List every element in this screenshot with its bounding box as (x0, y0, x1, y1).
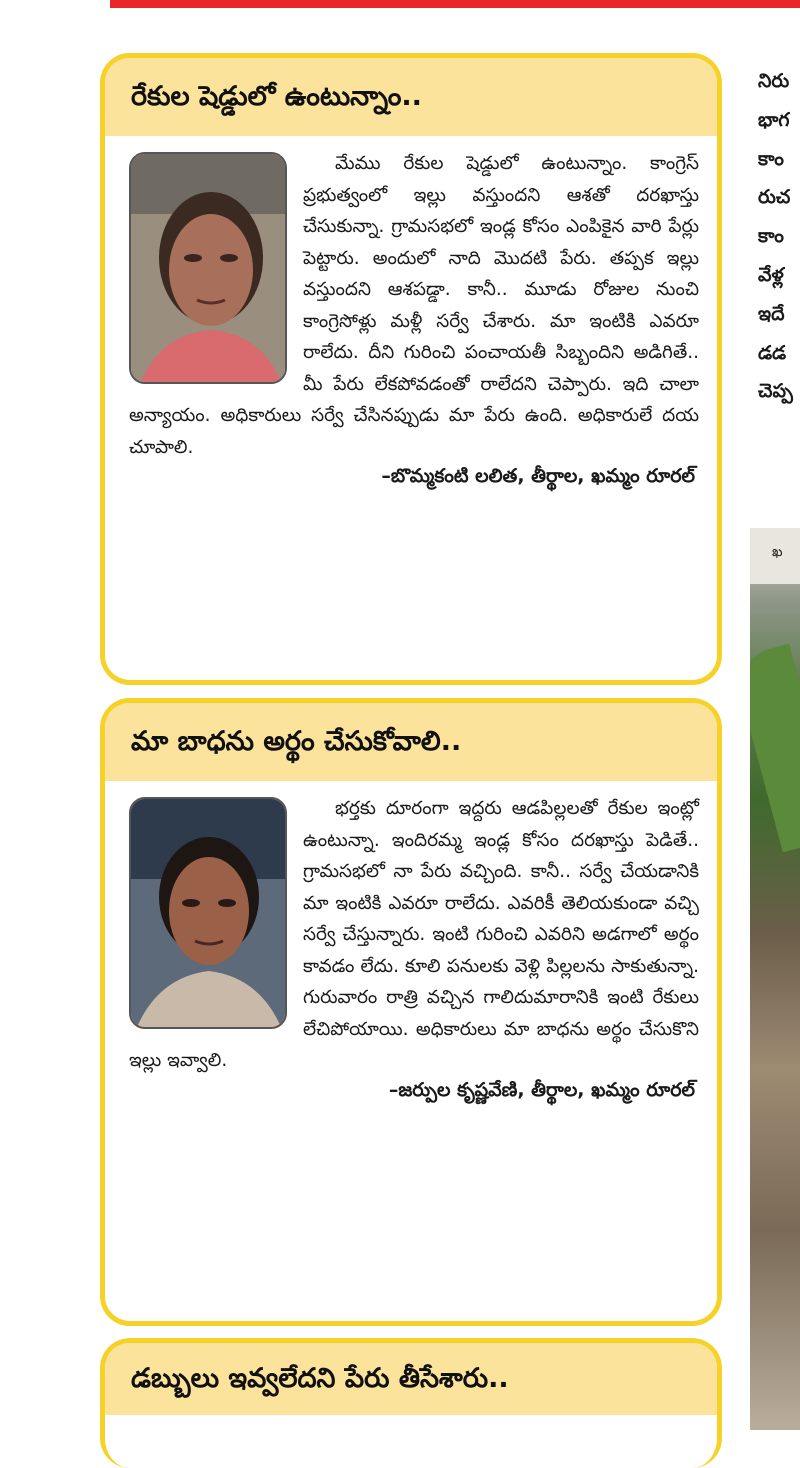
side-line: ఇదే (758, 302, 785, 325)
story-byline: –జర్పుల కృష్ణవేణి, తీర్థాల, ఖమ్మం రూరల్ (388, 1078, 695, 1101)
story-headline: డబ్బులు ఇవ్వలేదని పేరు తీసేశారు.. (105, 1343, 717, 1415)
side-line: నిరు (758, 70, 790, 92)
story-card-3 (100, 1338, 722, 1468)
side-line: భాగ (758, 108, 790, 131)
portrait-photo-2 (129, 797, 287, 1029)
side-line: కాం (758, 225, 784, 248)
side-column-text (758, 62, 800, 411)
side-photo-foliage (750, 644, 800, 853)
side-line: కాం (758, 147, 784, 170)
side-line: రుచ (758, 186, 791, 209)
side-line: డడ (758, 341, 787, 364)
story-headline: రేకుల షెడ్డులో ఉంటున్నాం.. (105, 58, 717, 136)
story-card-1 (100, 53, 722, 685)
story-body: మేము రేకుల షెడ్డులో ఉంటున్నాం. కాంగ్రెస్ ప్రభుత్వంలో ఇల్లు వస్తుందని ఆశతో దరఖాస్తు చేసుకున్నా. గ్రామసభలో ఇండ్ల కోసం ఎంపికైన వారి పేర్లు పెట్టారు. అందులో నాది మొదటి పేరు. తప్పక ఇల్లు వస్తుందని ఆశపడ్డా. కానీ.. మూడు రోజుల నుంచి కాంగ్రెసోళ్లు మళ్లీ సర్వే చేశారు. మా ఇంటికి ఎవరూ రాలేదు. దీని గురించి పంచాయతీ సిబ్బందిని అడిగితే.. మీ పేరు లేకపోవడంతో రాలేదని చెప్పారు. ఇది చాలా అన్యాయం. అధికారులు సర్వే చేసినప్పుడు మా పేరు ఉంది. అధికారులే దయ చూపాలి. (129, 153, 699, 458)
story-byline: –బొమ్మకంటి లలిత, తీర్థాల, ఖమ్మం రూరల్ (381, 465, 695, 487)
side-line: వేళ్ల (758, 263, 784, 286)
portrait-photo-1 (129, 152, 287, 384)
top-accent-bar (110, 0, 800, 8)
side-line: చెప్ప (758, 380, 793, 403)
side-photo-caption: ఖ (750, 528, 800, 584)
side-photo (750, 528, 800, 1430)
story-headline: మా బాధను అర్థం చేసుకోవాలి.. (105, 703, 717, 781)
story-body: భర్తకు దూరంగా ఇద్దరు ఆడపిల్లలతో రేకుల ఇంట్లో ఉంటున్నా. ఇందిరమ్మ ఇండ్ల కోసం దరఖాస్తు పెడితే.. గ్రామసభలో నా పేరు వచ్చింది. కానీ.. సర్వే చేయడానికి మా ఇంటికి ఎవరూ రాలేదు. ఎవరికీ తెలియకుండా వచ్చి సర్వే చేస్తున్నారు. ఇంటి గురించి ఎవరిని అడగాలో అర్థం కావడం లేదు. కూలి పనులకు వెళ్లి పిల్లలను సాకుతున్నా. గురువారం రాత్రి వచ్చిన గాలిదుమారానికి ఇంటి రేకులు లేచిపోయాయి. అధికారులు మా బాధను అర్థం చేసుకొని ఇల్లు ఇవ్వాలి. (129, 798, 699, 1071)
story-card-2 (100, 698, 722, 1326)
